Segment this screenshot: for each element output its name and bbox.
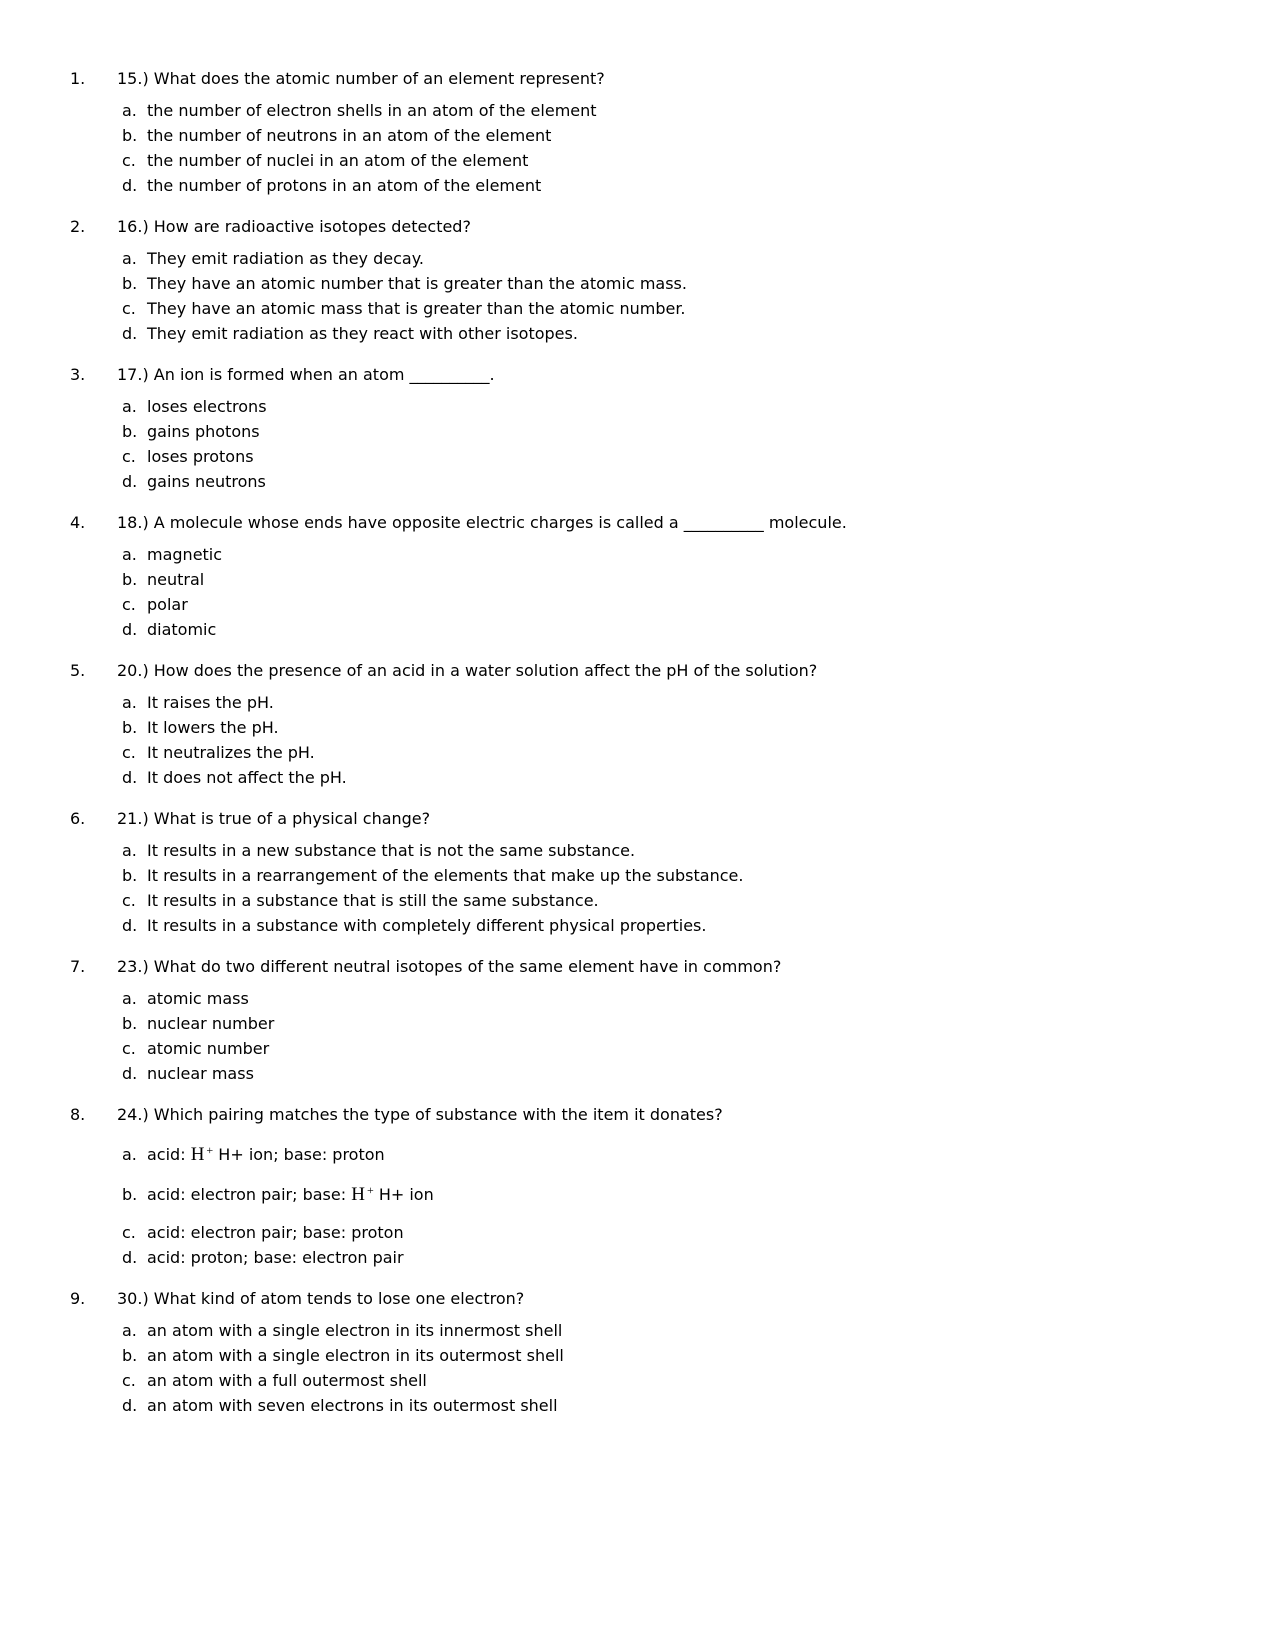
option-text: an atom with a single electron in its innermost shell [147, 1321, 563, 1340]
answer-option [122, 1220, 1195, 1245]
option-text: It results in a substance with completely different physical properties. [147, 916, 707, 935]
option-text: gains neutrons [147, 472, 266, 491]
question-number: 5. [70, 661, 86, 680]
answer-option [122, 1318, 1195, 1343]
question-number: 1. [70, 69, 86, 88]
option-text: nuclear mass [147, 1064, 254, 1083]
answer-option [122, 98, 1195, 123]
answer-option [122, 863, 1195, 888]
option-letter: b. [122, 866, 138, 885]
answer-option [122, 246, 1195, 271]
option-letter: c. [122, 595, 136, 614]
option-text: It raises the pH. [147, 693, 274, 712]
question-number: 6. [70, 809, 86, 828]
answer-option [122, 1036, 1195, 1061]
question-prompt: 18.) A molecule whose ends have opposite electric charges is called a __________ molecule. [117, 513, 847, 532]
options-list [122, 986, 1195, 1086]
question-prompt: 15.) What does the atomic number of an element represent? [117, 69, 605, 88]
answer-option [122, 321, 1195, 346]
answer-option [122, 1142, 1195, 1167]
question-item [70, 806, 1195, 938]
option-text [147, 1142, 1195, 1167]
question-prompt: 23.) What do two different neutral isotopes of the same element have in common? [117, 957, 782, 976]
option-text: magnetic [147, 545, 223, 564]
option-letter: d. [122, 472, 138, 491]
option-text: It lowers the pH. [147, 718, 279, 737]
answer-option [122, 765, 1195, 790]
option-letter: c. [122, 1039, 136, 1058]
option-letter: c. [122, 151, 136, 170]
option-letter: d. [122, 620, 138, 639]
answer-option [122, 148, 1195, 173]
option-text-pre: acid: [147, 1145, 191, 1164]
option-text: It results in a new substance that is not the same substance. [147, 841, 636, 860]
answer-option [122, 394, 1195, 419]
options-list [122, 542, 1195, 642]
superscript-plus: + [366, 1182, 374, 1197]
option-letter: d. [122, 768, 138, 787]
option-text: the number of electron shells in an atom of the element [147, 101, 597, 120]
option-letter: d. [122, 1396, 138, 1415]
option-letter: c. [122, 1371, 136, 1390]
option-letter: b. [122, 1185, 138, 1204]
option-letter: a. [122, 249, 137, 268]
option-text: They have an atomic mass that is greater than the atomic number. [147, 299, 686, 318]
options-list [122, 838, 1195, 938]
question-item [70, 66, 1195, 198]
option-letter: a. [122, 1321, 137, 1340]
question-prompt: 30.) What kind of atom tends to lose one electron? [117, 1289, 525, 1308]
option-letter: c. [122, 1223, 136, 1242]
option-letter: b. [122, 422, 138, 441]
question-number: 2. [70, 217, 86, 236]
option-letter: a. [122, 101, 137, 120]
answer-option [122, 1343, 1195, 1368]
option-letter: d. [122, 176, 138, 195]
question-prompt: 20.) How does the presence of an acid in a water solution affect the pH of the solution? [117, 661, 818, 680]
option-letter: b. [122, 570, 138, 589]
option-letter: b. [122, 274, 138, 293]
option-text-pre: acid: electron pair; base: [147, 1185, 352, 1204]
option-text: an atom with a full outermost shell [147, 1371, 427, 1390]
option-text: It neutralizes the pH. [147, 743, 315, 762]
question-prompt: 24.) Which pairing matches the type of substance with the item it donates? [117, 1105, 723, 1124]
option-text: It results in a substance that is still the same substance. [147, 891, 599, 910]
option-text: acid: electron pair; base: proton [147, 1223, 404, 1242]
option-letter: a. [122, 841, 137, 860]
question-prompt: 21.) What is true of a physical change? [117, 809, 431, 828]
option-text: the number of neutrons in an atom of the element [147, 126, 552, 145]
answer-option [122, 888, 1195, 913]
option-letter: d. [122, 1248, 138, 1267]
answer-option [122, 592, 1195, 617]
options-list [122, 690, 1195, 790]
option-text: loses electrons [147, 397, 267, 416]
options-list [122, 246, 1195, 346]
question-item [70, 362, 1195, 494]
option-text: atomic number [147, 1039, 270, 1058]
option-text: an atom with seven electrons in its outermost shell [147, 1396, 558, 1415]
option-text: the number of nuclei in an atom of the element [147, 151, 529, 170]
option-letter: b. [122, 126, 138, 145]
option-letter: d. [122, 324, 138, 343]
answer-option [122, 444, 1195, 469]
option-text: It results in a rearrangement of the elements that make up the substance. [147, 866, 744, 885]
option-letter: c. [122, 891, 136, 910]
question-item [70, 1286, 1195, 1418]
answer-option [122, 617, 1195, 642]
option-letter: a. [122, 397, 137, 416]
question-item [70, 510, 1195, 642]
question-prompt: 17.) An ion is formed when an atom __________. [117, 365, 495, 384]
answer-option [122, 419, 1195, 444]
answer-option [122, 123, 1195, 148]
question-item [70, 214, 1195, 346]
answer-option [122, 986, 1195, 1011]
hydrogen-symbol: H [351, 1184, 365, 1205]
option-text: an atom with a single electron in its outermost shell [147, 1346, 564, 1365]
option-text: They emit radiation as they decay. [147, 249, 424, 268]
option-letter: b. [122, 718, 138, 737]
answer-option [122, 469, 1195, 494]
question-number: 7. [70, 957, 86, 976]
question-item [70, 954, 1195, 1086]
answer-option [122, 740, 1195, 765]
answer-option [122, 1061, 1195, 1086]
answer-option [122, 715, 1195, 740]
question-prompt: 16.) How are radioactive isotopes detected? [117, 217, 471, 236]
option-letter: c. [122, 299, 136, 318]
option-text: They emit radiation as they react with other isotopes. [147, 324, 578, 343]
option-letter: c. [122, 447, 136, 466]
question-number: 9. [70, 1289, 86, 1308]
option-text: gains photons [147, 422, 260, 441]
option-text: It does not affect the pH. [147, 768, 347, 787]
option-letter: b. [122, 1014, 138, 1033]
option-text-post: H+ ion; base: proton [218, 1145, 385, 1164]
option-text: atomic mass [147, 989, 249, 1008]
question-number: 8. [70, 1105, 86, 1124]
option-text: neutral [147, 570, 205, 589]
superscript-plus: + [206, 1142, 214, 1157]
answer-option [122, 1368, 1195, 1393]
option-text: They have an atomic number that is greater than the atomic mass. [147, 274, 687, 293]
option-letter: a. [122, 1145, 137, 1164]
options-list [122, 394, 1195, 494]
options-list [122, 1318, 1195, 1418]
answer-option [122, 567, 1195, 592]
option-letter: c. [122, 743, 136, 762]
options-list [122, 1142, 1195, 1270]
question-number: 4. [70, 513, 86, 532]
option-text [147, 1182, 1195, 1207]
option-text: nuclear number [147, 1014, 275, 1033]
option-letter: a. [122, 545, 137, 564]
answer-option [122, 271, 1195, 296]
option-letter: a. [122, 989, 137, 1008]
option-letter: d. [122, 916, 138, 935]
options-list [122, 98, 1195, 198]
question-item [70, 1102, 1195, 1270]
option-text: acid: proton; base: electron pair [147, 1248, 404, 1267]
option-text-post: H+ ion [378, 1185, 434, 1204]
answer-option [122, 1245, 1195, 1270]
answer-option [122, 838, 1195, 863]
answer-option [122, 1182, 1195, 1207]
answer-option [122, 690, 1195, 715]
question-item [70, 658, 1195, 790]
option-letter: b. [122, 1346, 138, 1365]
answer-option [122, 296, 1195, 321]
option-text: diatomic [147, 620, 217, 639]
answer-option [122, 1393, 1195, 1418]
option-text: the number of protons in an atom of the element [147, 176, 542, 195]
answer-option [122, 913, 1195, 938]
option-text: loses protons [147, 447, 254, 466]
hydrogen-symbol: H [190, 1144, 205, 1165]
answer-option [122, 1011, 1195, 1036]
option-letter: a. [122, 693, 137, 712]
option-text: polar [147, 595, 188, 614]
option-letter: d. [122, 1064, 138, 1083]
question-number: 3. [70, 365, 86, 384]
answer-option [122, 542, 1195, 567]
answer-option [122, 173, 1195, 198]
